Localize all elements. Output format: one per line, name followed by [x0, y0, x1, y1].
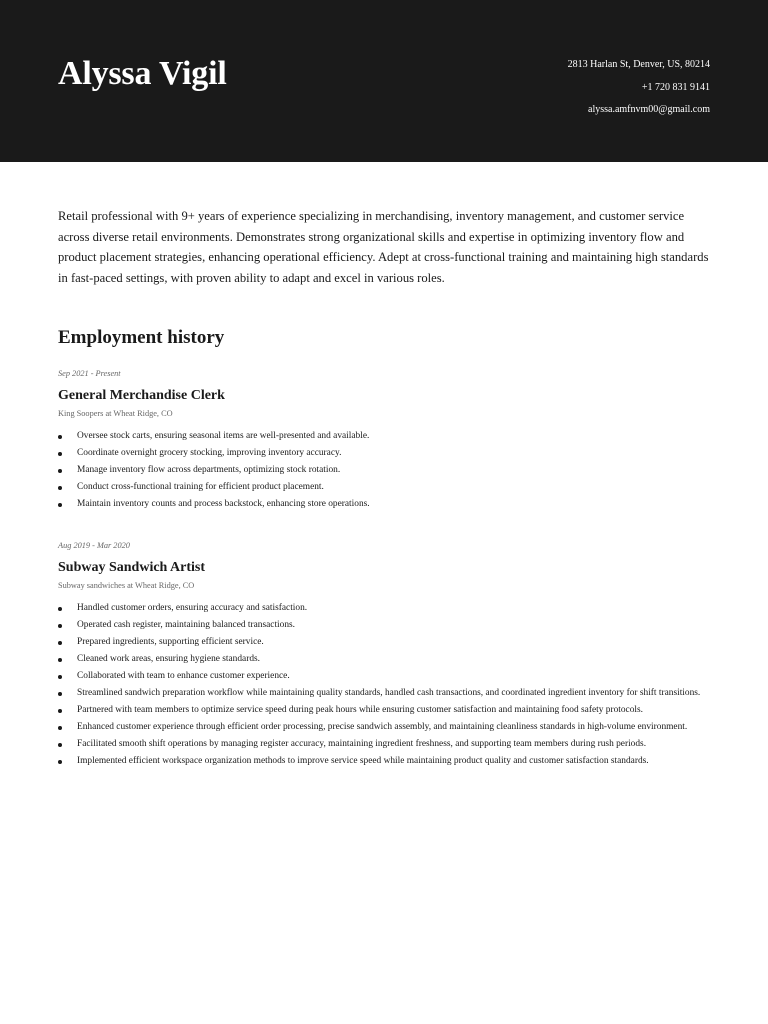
- job-title: General Merchandise Clerk: [58, 388, 225, 403]
- job-bullet: [58, 651, 710, 668]
- bullet-dot-icon: [58, 692, 62, 696]
- employment-history-heading: Employment history: [58, 327, 225, 348]
- job-bullet-text: Coordinate overnight grocery stocking, improving inventory accuracy.: [77, 448, 342, 458]
- bullet-dot-icon: [58, 641, 62, 645]
- bullet-dot-icon: [58, 607, 62, 611]
- job-bullet: [58, 634, 710, 651]
- job-title: Subway Sandwich Artist: [58, 560, 206, 575]
- bullet-dot-icon: [58, 760, 62, 764]
- job-bullet-text: Streamlined sandwich preparation workflow while maintaining quality standards, handled cash transactions, and coordinated ingredient inventory for shift transitions.: [77, 688, 701, 698]
- job-bullet: [58, 462, 710, 479]
- job-entry: [58, 368, 710, 513]
- contact-email[interactable]: alyssa.amfnvm00@gmail.com: [588, 104, 710, 115]
- job-bullet-text: Operated cash register, maintaining balanced transactions.: [77, 620, 296, 630]
- job-company: King Soopers at Wheat Ridge, CO: [58, 409, 173, 418]
- job-bullet: [58, 428, 710, 445]
- job-bullet-text: Facilitated smooth shift operations by managing register accuracy, maintaining ingredient freshness, and supporting team members during rush periods.: [77, 739, 647, 749]
- job-bullet: [58, 479, 710, 496]
- bullet-dot-icon: [58, 486, 62, 490]
- job-dates: Aug 2019 - Mar 2020: [58, 541, 130, 550]
- contact-address: 2813 Harlan St, Denver, US, 80214: [567, 59, 710, 70]
- bullet-dot-icon: [58, 675, 62, 679]
- job-bullet-text: Partnered with team members to optimize service speed during peak hours while ensuring customer satisfaction and maintaining food safety protocols.: [77, 705, 643, 715]
- job-bullet: [58, 617, 710, 634]
- job-bullet-text: Enhanced customer experience through efficient order processing, precise sandwich assembly, and maintaining cleanliness standards in high-volume environment.: [77, 722, 688, 732]
- professional-summary: Retail professional with 9+ years of experience specializing in merchandising, inventory management, and customer service across diverse retail environments. Demonstrates strong organizational skills and expertise in optimizing inventory flow and product placement strategies, enhancing operational efficiency. Adept at cross-functional training and maintaining high standards in fast-paced settings, with proven ability to adapt and excel in various roles.: [58, 209, 709, 285]
- bullet-dot-icon: [58, 452, 62, 456]
- job-dates: Sep 2021 - Present: [58, 369, 121, 378]
- job-bullet: [58, 496, 710, 513]
- job-bullet: [58, 702, 710, 719]
- bullet-dot-icon: [58, 503, 62, 507]
- job-entry: [58, 540, 710, 770]
- job-bullet-list: [58, 428, 710, 513]
- bullet-dot-icon: [58, 743, 62, 747]
- job-bullet-text: Conduct cross-functional training for efficient product placement.: [77, 482, 324, 492]
- job-bullet-text: Manage inventory flow across departments, optimizing stock rotation.: [77, 465, 341, 475]
- job-bullet-text: Prepared ingredients, supporting efficient service.: [77, 637, 264, 647]
- job-bullet-text: Cleaned work areas, ensuring hygiene standards.: [77, 654, 261, 664]
- job-bullet-text: Implemented efficient workspace organization methods to improve service speed while maintaining product quality and customer satisfaction standards.: [77, 756, 649, 766]
- job-bullet: [58, 753, 710, 770]
- job-bullet: [58, 719, 710, 736]
- job-bullet: [58, 445, 710, 462]
- job-company: Subway sandwiches at Wheat Ridge, CO: [58, 581, 195, 590]
- bullet-dot-icon: [58, 469, 62, 473]
- job-bullet-text: Collaborated with team to enhance customer experience.: [77, 671, 290, 681]
- job-bullet-list: [58, 600, 710, 770]
- candidate-name: Alyssa Vigil: [58, 55, 227, 92]
- bullet-dot-icon: [58, 624, 62, 628]
- job-bullet: [58, 600, 710, 617]
- resume-header: [0, 0, 768, 162]
- job-bullet: [58, 685, 710, 702]
- job-bullet-text: Oversee stock carts, ensuring seasonal items are well-presented and available.: [77, 431, 370, 441]
- bullet-dot-icon: [58, 658, 62, 662]
- contact-phone: +1 720 831 9141: [641, 81, 710, 93]
- bullet-dot-icon: [58, 709, 62, 713]
- job-bullet: [58, 668, 710, 685]
- job-bullet-text: Handled customer orders, ensuring accuracy and satisfaction.: [77, 603, 308, 613]
- contact-block: [568, 54, 710, 122]
- job-bullet-text: Maintain inventory counts and process backstock, enhancing store operations.: [77, 499, 370, 509]
- job-bullet: [58, 736, 710, 753]
- bullet-dot-icon: [58, 435, 62, 439]
- bullet-dot-icon: [58, 726, 62, 730]
